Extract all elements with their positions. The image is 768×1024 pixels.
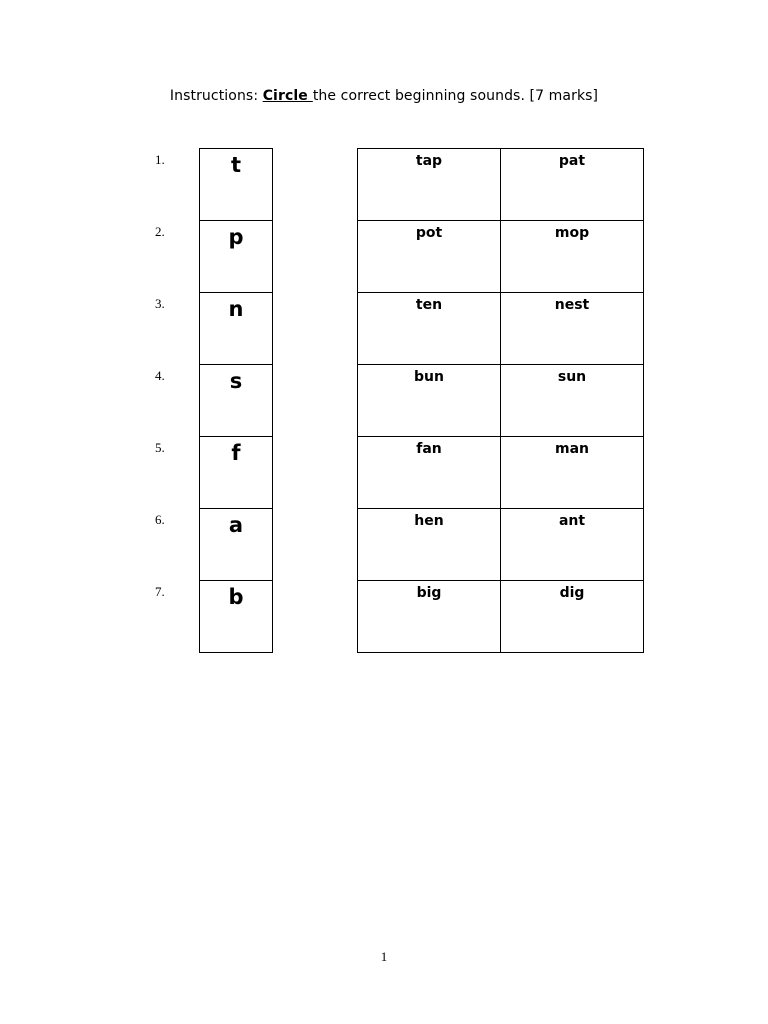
word-option: ant — [558, 513, 586, 529]
word-option: ten — [415, 297, 443, 313]
beginning-letter: s — [229, 369, 243, 393]
beginning-letter: f — [231, 441, 241, 465]
word-option: fan — [416, 441, 442, 457]
letter-cell — [200, 293, 273, 365]
word-option: big — [416, 585, 442, 601]
beginning-letter: a — [228, 513, 244, 537]
word-option-cell[interactable] — [501, 437, 644, 509]
instructions-prefix: Instructions: — [169, 88, 263, 104]
question-number: 1. — [155, 152, 165, 167]
word-row — [358, 365, 644, 437]
question-number: 5. — [155, 440, 165, 455]
letter-cell — [200, 149, 273, 221]
word-option: man — [554, 441, 589, 457]
word-option-cell[interactable] — [501, 581, 644, 653]
word-option-cell[interactable] — [358, 581, 501, 653]
letter-row — [200, 221, 273, 293]
word-option-cell[interactable] — [358, 293, 501, 365]
word-option-cell[interactable] — [358, 437, 501, 509]
letter-cell — [200, 221, 273, 293]
instructions-emphasis: Circle — [262, 88, 313, 104]
word-option-cell[interactable] — [501, 221, 644, 293]
letter-row — [200, 437, 273, 509]
word-row — [358, 581, 644, 653]
letter-cell — [200, 365, 273, 437]
word-option: dig — [559, 585, 585, 601]
word-option-cell[interactable] — [501, 149, 644, 221]
question-number: 4. — [155, 368, 165, 383]
letter-row — [200, 293, 273, 365]
page-number: 1 — [380, 949, 388, 964]
letters-table — [199, 148, 273, 653]
letter-cell — [200, 581, 273, 653]
word-row — [358, 437, 644, 509]
word-row — [358, 149, 644, 221]
word-row — [358, 293, 644, 365]
word-option: bun — [414, 369, 444, 385]
question-number: 3. — [155, 296, 165, 311]
letter-cell — [200, 437, 273, 509]
word-option: tap — [415, 153, 443, 169]
beginning-letter: n — [228, 297, 244, 321]
word-option-cell[interactable] — [358, 149, 501, 221]
beginning-letter: b — [228, 585, 244, 609]
words-table — [357, 148, 644, 653]
word-option: pot — [415, 225, 443, 241]
instructions — [0, 88, 768, 104]
word-option: sun — [557, 369, 587, 385]
word-option: mop — [554, 225, 590, 241]
word-option-cell[interactable] — [358, 365, 501, 437]
question-number: 7. — [155, 584, 165, 599]
letter-row — [200, 509, 273, 581]
word-row — [358, 221, 644, 293]
word-option: nest — [554, 297, 590, 313]
word-option-cell[interactable] — [501, 365, 644, 437]
letter-row — [200, 149, 273, 221]
question-number: 6. — [155, 512, 165, 527]
word-option-cell[interactable] — [501, 509, 644, 581]
instructions-suffix: the correct beginning sounds. [7 marks] — [312, 88, 599, 104]
beginning-letter: p — [228, 225, 244, 249]
letter-row — [200, 365, 273, 437]
word-row — [358, 509, 644, 581]
word-option: hen — [414, 513, 444, 529]
word-option: pat — [558, 153, 586, 169]
letter-row — [200, 581, 273, 653]
word-option-cell[interactable] — [501, 293, 644, 365]
question-number: 2. — [155, 224, 165, 239]
beginning-letter: t — [230, 153, 242, 177]
word-option-cell[interactable] — [358, 221, 501, 293]
word-option-cell[interactable] — [358, 509, 501, 581]
letter-cell — [200, 509, 273, 581]
